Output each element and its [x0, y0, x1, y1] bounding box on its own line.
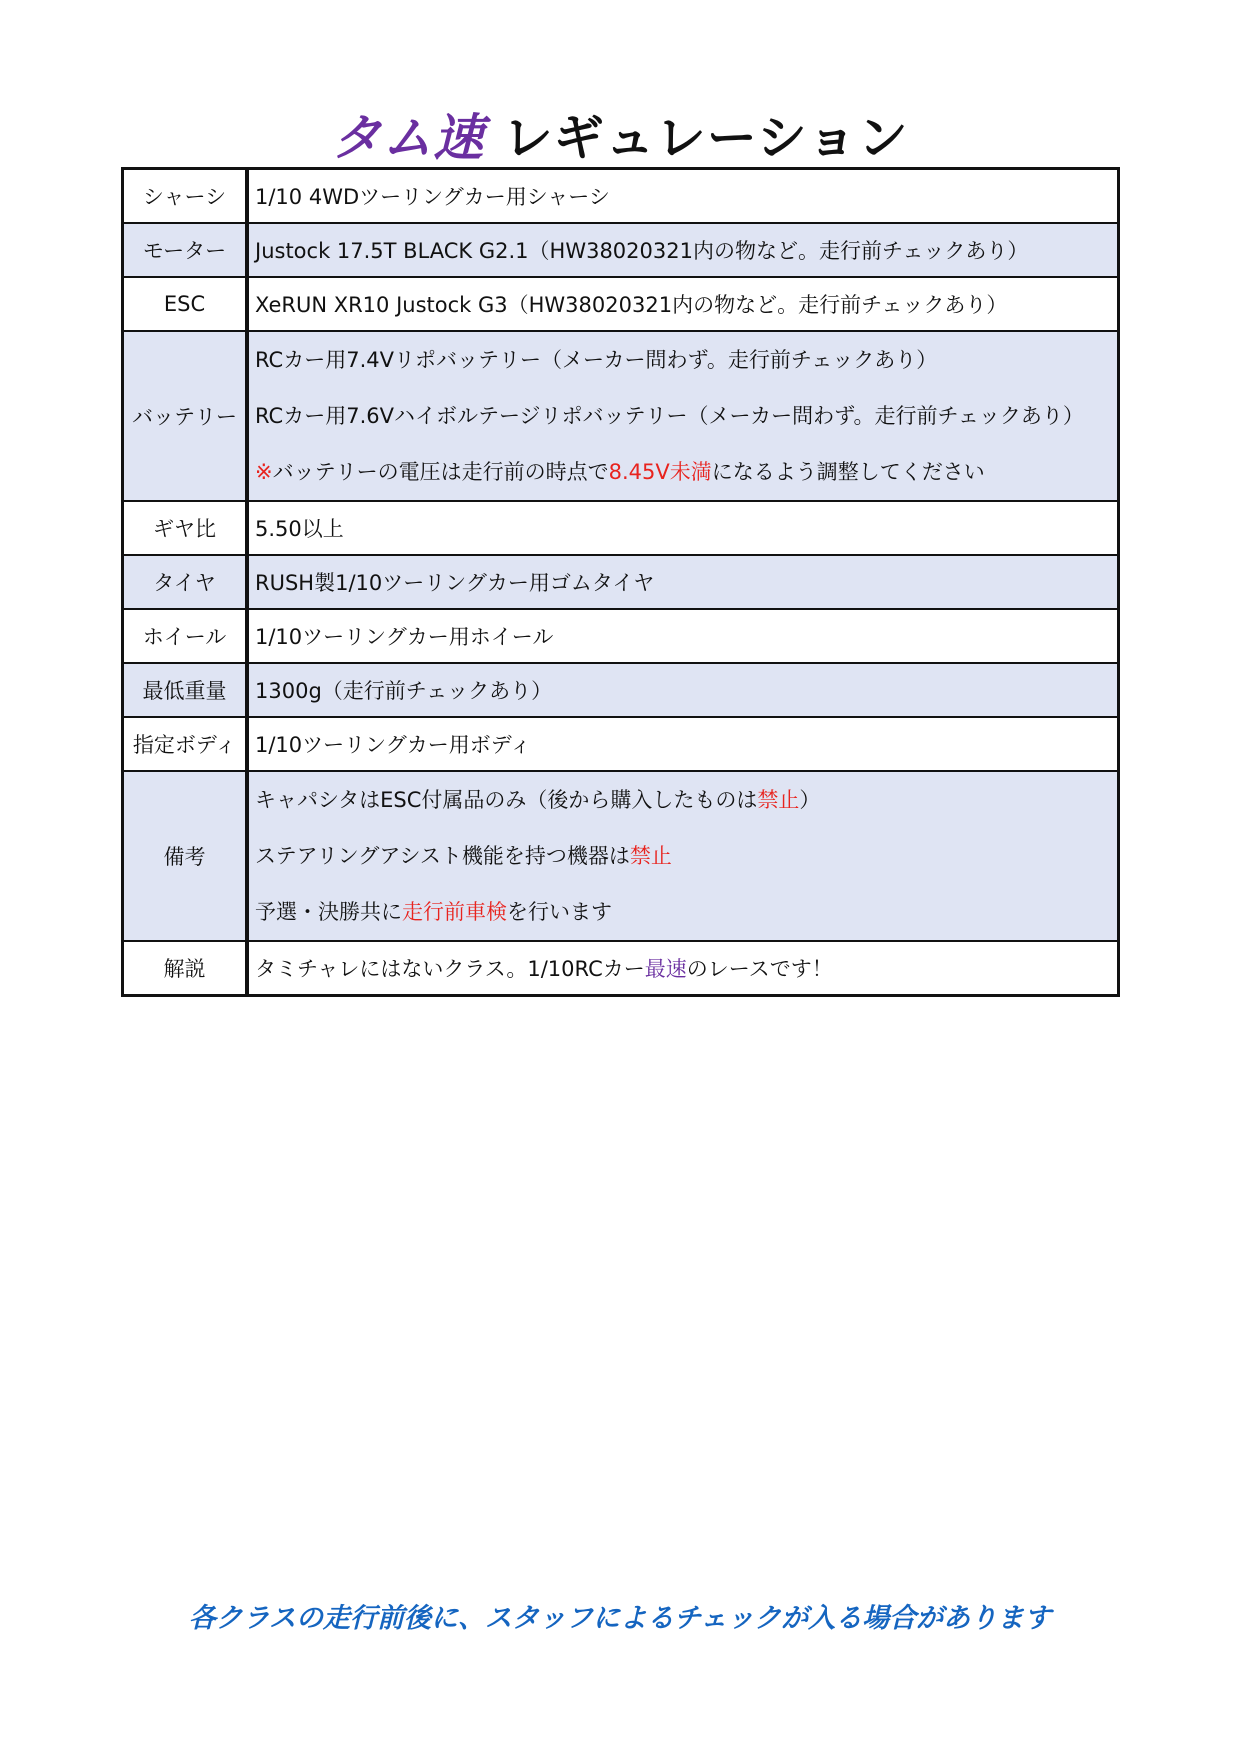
- remark-text: を行います: [507, 900, 612, 924]
- page-title: [0, 108, 1240, 168]
- row-label: 指定ボディ: [123, 717, 248, 771]
- table-row-min-weight: [123, 663, 1119, 717]
- table-row-body: [123, 717, 1119, 771]
- remark-line: [255, 828, 1117, 884]
- remark-line: [255, 772, 1117, 828]
- regulation-table: [121, 167, 1120, 997]
- table-row-tire: [123, 555, 1119, 609]
- remark-text: ）: [799, 788, 821, 812]
- footer-note: 各クラスの走行前後に、スタッフによるチェックが入る場合があります: [188, 1603, 1052, 1634]
- row-value: 1/10ツーリングカー用ボディ: [247, 717, 1119, 771]
- remark-line: [255, 884, 1117, 940]
- title-accent: タム速: [331, 109, 485, 167]
- row-value: RUSH製1/10ツーリングカー用ゴムタイヤ: [247, 555, 1119, 609]
- commentary-text: のレースです！: [686, 957, 833, 981]
- row-value: [247, 941, 1119, 996]
- note-text: バッテリーの電圧は走行前の時点で: [272, 460, 609, 484]
- row-label: ギヤ比: [123, 501, 248, 555]
- row-value: 5.50以上: [247, 501, 1119, 555]
- row-value: 1/10 4WDツーリングカー用シャーシ: [247, 169, 1119, 224]
- table-row-remarks: [123, 771, 1119, 941]
- remark-highlight: 走行前車検: [402, 900, 507, 924]
- row-value: 1300g（走行前チェックあり）: [247, 663, 1119, 717]
- battery-line: RCカー用7.6Vハイボルテージリポバッテリー（メーカー問わず。走行前チェックあり）: [255, 404, 1084, 428]
- note-mark: ※: [255, 460, 273, 484]
- table-row-motor: [123, 223, 1119, 277]
- row-value: [247, 331, 1119, 501]
- title-main: レギュレーション: [502, 109, 909, 167]
- row-label: ホイール: [123, 609, 248, 663]
- note-highlight: 8.45V未満: [608, 460, 712, 484]
- row-label: バッテリー: [123, 331, 248, 501]
- row-value: 1/10ツーリングカー用ホイール: [247, 609, 1119, 663]
- remark-highlight: 禁止: [757, 788, 800, 812]
- row-label: 備考: [123, 771, 248, 941]
- note-text: になるよう調整してください: [711, 460, 985, 484]
- row-label: 最低重量: [123, 663, 248, 717]
- table-row-commentary: [123, 941, 1119, 996]
- remark-highlight: 禁止: [629, 844, 672, 868]
- battery-line: RCカー用7.4Vリポバッテリー（メーカー問わず。走行前チェックあり）: [255, 348, 938, 372]
- battery-voltage-note: [255, 444, 1117, 500]
- row-label: ESC: [123, 277, 248, 331]
- row-label: シャーシ: [123, 169, 248, 224]
- table-row-chassis: [123, 169, 1119, 224]
- commentary-text: タミチャレにはないクラス。1/10RCカー: [255, 957, 645, 981]
- row-label: 解説: [123, 941, 248, 996]
- remark-text: 予選・決勝共に: [255, 900, 402, 924]
- row-label: モーター: [123, 223, 248, 277]
- remark-text: キャパシタはESC付属品のみ（後から購入したものは: [255, 788, 758, 812]
- table-row-battery: [123, 331, 1119, 501]
- table-row-esc: [123, 277, 1119, 331]
- row-label: タイヤ: [123, 555, 248, 609]
- row-value: [247, 771, 1119, 941]
- row-value: XeRUN XR10 Justock G3（HW38020321内の物など。走行前チェックあり）: [247, 277, 1119, 331]
- table-row-wheel: [123, 609, 1119, 663]
- commentary-highlight: 最速: [644, 957, 687, 981]
- row-value: Justock 17.5T BLACK G2.1（HW38020321内の物など。走行前チェックあり）: [247, 223, 1119, 277]
- remark-text: ステアリングアシスト機能を持つ機器は: [255, 844, 630, 868]
- table-row-gear-ratio: [123, 501, 1119, 555]
